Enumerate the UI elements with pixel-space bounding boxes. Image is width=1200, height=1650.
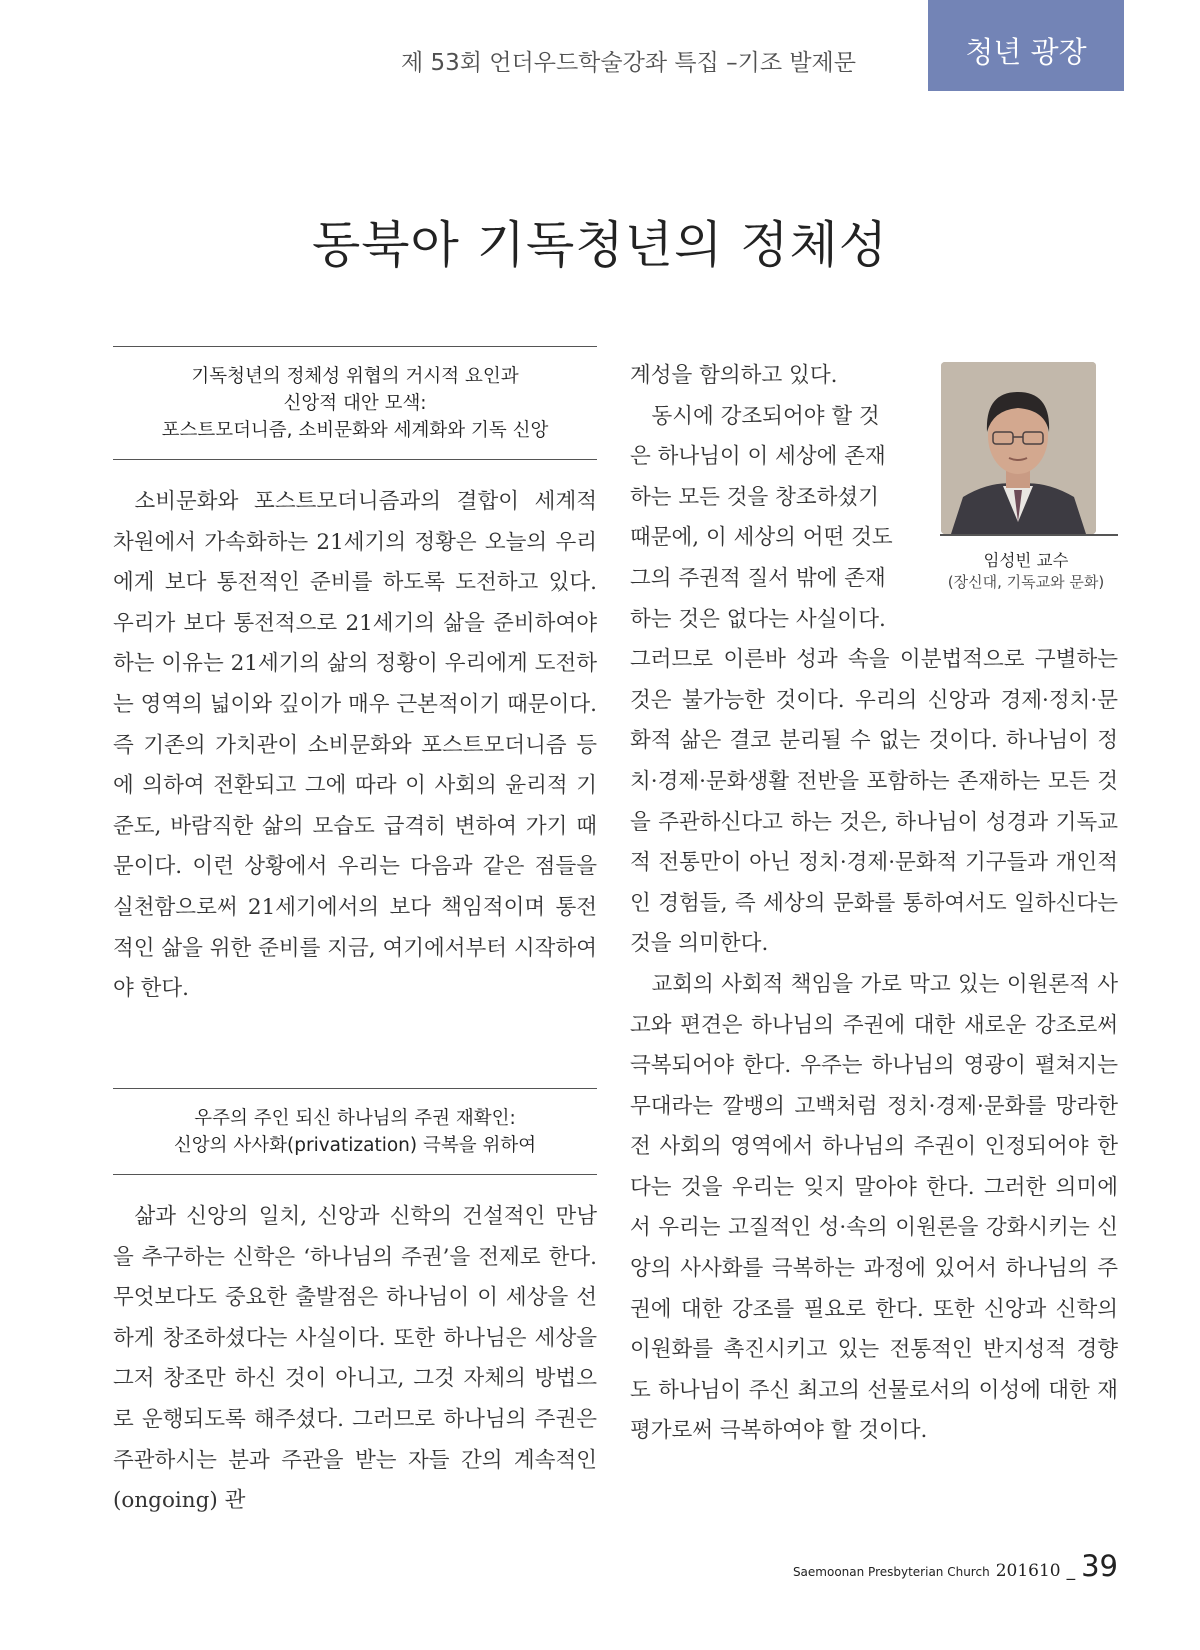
body-paragraph: 그러므로 이른바 성과 속을 이분법적으로 구별하는 것은 불가능한 것이다. 우리의 신앙과 경제·정치·문화적 삶은 결코 분리될 수 없는 것이다. 하나님이 정치·경제·문화생활 전반을 포함하는 존재하는 모든 것을 주관하신다고 하는 것은, 하나님이 성경과 기독교적 전통만이 아닌 정치·경제·문화적 기구들과 개인적인 경험들, 즉 세상의 문화를 통하여서도 일하신다는 것을 의미한다. [630, 647, 1118, 957]
caption-rule [940, 534, 1118, 536]
section-tag [928, 0, 1124, 91]
body-line: 계성을 함의하고 있다. [630, 363, 838, 388]
author-name: 임성빈 교수 [983, 551, 1069, 570]
body-paragraph: 교회의 사회적 책임을 가로 막고 있는 이원론적 사고와 편견은 하나님의 주권에 대한 새로운 강조로써 극복되어야 한다. 우주는 하나님의 영광이 펼쳐지는 무대라는 깔뱅의 고백처럼 정치·경제·문화를 망라한 전 사회의 영역에서 하나님의 주권이 인정되어야 한다는 것을 우리는 잊지 말아야 한다. 그러한 의미에서 우리는 고질적인 성·속의 이원론을 강화시키는 신앙의 사사화를 극복하는 과정에 있어서 하나님의 주권에 대한 강조를 필요로 한다. 또한 신앙과 신학의 이원화를 촉진시키고 있는 전통적인 반지성적 경향도 하나님이 주신 최고의 선물로서의 이성에 대한 재평가로써 극복하여야 할 것이다. [630, 971, 1118, 1444]
author-affiliation: (장신대, 기독교와 문화) [947, 573, 1105, 591]
narrow-lead-text [630, 356, 930, 640]
subheading-1-line: 기독청년의 정체성 위협의 거시적 요인과 [191, 366, 519, 387]
running-header-title: 제 53회 언더우드학술강좌 특집 –기조 발제문 [400, 50, 856, 76]
body-paragraph: 삶과 신앙의 일치, 신앙과 신학의 건설적인 만남을 추구하는 신학은 ‘하나님의 주권’을 전제로 한다. 무엇보다도 중요한 출발점은 하나님이 이 세상을 선하게 창조하셨다는 사실이다. 또한 하나님은 세상을 그저 창조만 하신 것이 아니고, 그것 자체의 방법으로 운행되도록 해주셨다. 그러므로 하나님의 주권은 주관하시는 분과 주관을 받는 자들 간의 계속적인(ongoing) 관 [113, 1204, 597, 1514]
left-column-section-1 [113, 482, 597, 1010]
footer-issue: 201610 [995, 1561, 1061, 1581]
footer-separator: _ [1066, 1561, 1076, 1581]
author-portrait-image [941, 362, 1096, 534]
subheading-2-line: 신앙의 사사화(privatization) 극복을 위하여 [173, 1135, 537, 1156]
subheading-1-line: 포스트모더니즘, 소비문화와 세계화와 기독 신앙 [161, 420, 549, 441]
article-title: 동북아 기독청년의 정체성 [311, 216, 889, 274]
subheading-2-line: 우주의 주인 되신 하나님의 주권 재확인: [194, 1108, 516, 1129]
author-photo [941, 362, 1096, 534]
body-line: 그의 주권적 질서 밖에 존재 [630, 565, 886, 591]
footer-church-name: Saemoonan Presbyterian Church [792, 1565, 990, 1579]
page-footer [793, 1549, 1118, 1583]
body-line: 하는 것은 없다는 사실이다. [630, 606, 886, 632]
subheading-2 [113, 1088, 597, 1175]
body-paragraph: 소비문화와 포스트모더니즘과의 결합이 세계적 차원에서 가속화하는 21세기의 정황은 오늘의 우리에게 보다 통전적인 준비를 하도록 도전하고 있다. 우리가 보다 통전적으로 21세기의 삶을 준비하여야 하는 이유는 21세기의 삶의 정황이 우리에게 도전하는 영역의 넓이와 깊이가 매우 근본적이기 때문이다. 즉 기존의 가치관이 소비문화와 포스트모더니즘 등에 의하여 전환되고 그에 따라 이 사회의 윤리적 기준도, 바람직한 삶의 모습도 급격히 변하여 가기 때문이다. 이런 상황에서 우리는 다음과 같은 점들을 실천함으로써 21세기에서의 보다 책임적이며 통전적인 삶을 위한 준비를 지금, 여기에서부터 시작하여야 한다. [113, 489, 597, 1002]
subheading-1 [113, 346, 597, 460]
body-line: 하는 모든 것을 창조하셨기 [630, 484, 879, 510]
body-line: 은 하나님이 이 세상에 존재 [630, 444, 886, 470]
page-number: 39 [1081, 1549, 1118, 1583]
body-line: 때문에, 이 세상의 어떤 것도 [630, 525, 893, 551]
body-line: 동시에 강조되어야 할 것 [651, 403, 880, 429]
subheading-1-line: 신앙적 대안 모색: [283, 393, 427, 414]
left-column-section-2 [113, 1197, 597, 1522]
section-tag-label: 청년 광장 [965, 35, 1087, 69]
